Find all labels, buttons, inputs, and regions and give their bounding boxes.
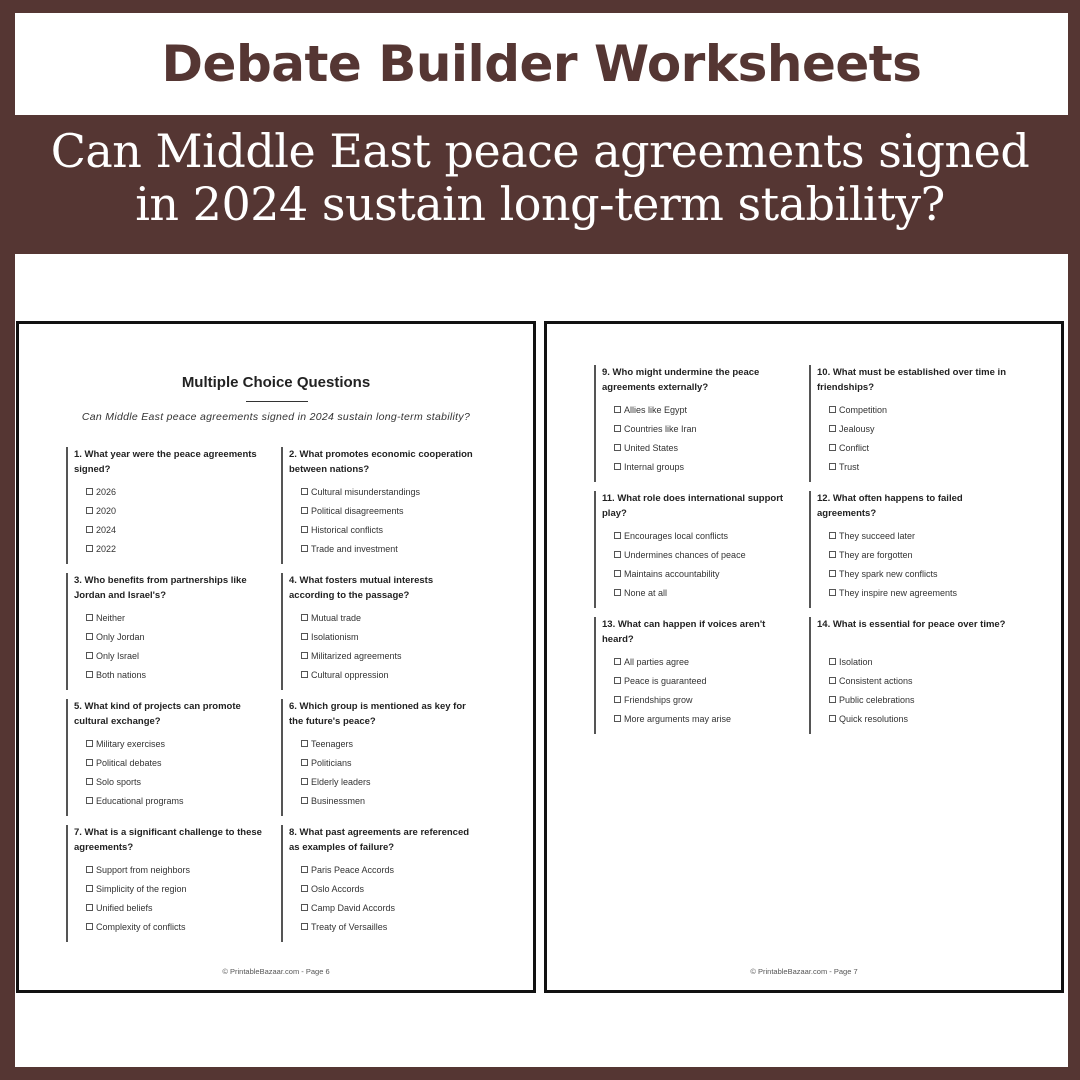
page-footer: © PrintableBazaar.com - Page 6 [222,967,330,976]
checkbox-icon[interactable] [86,614,93,621]
answer-option[interactable] [614,672,794,691]
question-text: 14. What is essential for peace over time? [817,619,1006,630]
checkbox-icon[interactable] [301,507,308,514]
question-text: 10. What must be established over time in friendships? [817,367,1006,393]
answer-option[interactable] [829,439,1009,458]
answer-option[interactable] [86,792,266,811]
option-label: Neither [96,613,126,623]
answer-option[interactable] [614,653,794,672]
checkbox-icon[interactable] [86,507,93,514]
answer-option[interactable] [301,861,481,880]
answer-option[interactable] [86,918,266,937]
checkbox-icon[interactable] [614,463,621,470]
question-title-line2: in 2024 sustain long-term stability? [135,177,945,231]
answer-option[interactable] [86,754,266,773]
option-label: Simplicity of the region [96,884,187,894]
answer-options [301,483,481,559]
answer-option[interactable] [829,691,1009,710]
page-footer: © PrintableBazaar.com - Page 7 [750,967,858,976]
checkbox-icon[interactable] [614,589,621,596]
option-label: Military exercises [96,739,166,749]
answer-options [301,609,481,685]
answer-option[interactable] [614,565,794,584]
answer-options [614,527,794,603]
answer-option[interactable] [301,792,481,811]
checkbox-icon[interactable] [614,715,621,722]
question-title [0,125,1080,231]
question-block [594,617,794,734]
checkbox-icon[interactable] [301,904,308,911]
checkbox-icon[interactable] [614,406,621,413]
brand-title: Debate Builder Worksheets [161,35,922,93]
checkbox-icon[interactable] [829,444,836,451]
option-label: 2024 [96,525,117,535]
question-text: 1. What year were the peace agreements signed? [74,449,257,475]
option-label: Complexity of conflicts [96,922,186,932]
checkbox-icon[interactable] [614,551,621,558]
checkbox-icon[interactable] [86,488,93,495]
option-label: They spark new conflicts [839,569,938,579]
checkbox-icon[interactable] [829,696,836,703]
answer-option[interactable] [829,458,1009,477]
checkbox-icon[interactable] [614,425,621,432]
checkbox-icon[interactable] [829,551,836,558]
checkbox-icon[interactable] [86,545,93,552]
option-label: Cultural oppression [311,670,389,680]
option-label: 2026 [96,487,117,497]
answer-options [301,735,481,811]
question-text: 8. What past agreements are referenced as examples of failure? [289,827,470,853]
answer-option[interactable] [301,647,481,666]
question-text: 9. Who might undermine the peace agreements externally? [602,367,760,393]
question-block [66,825,266,942]
answer-option[interactable] [301,773,481,792]
question-text: 12. What often happens to failed agreements? [817,493,963,519]
option-label: Both nations [96,670,147,680]
answer-option[interactable] [614,584,794,603]
checkbox-icon[interactable] [301,797,308,804]
option-label: Cultural misunderstandings [311,487,421,497]
question-block [66,573,266,690]
answer-options [829,653,1009,729]
question-block [809,365,1009,482]
page-heading: Multiple Choice Questions [181,374,371,391]
option-label: Treaty of Versailles [311,922,388,932]
checkbox-icon[interactable] [829,425,836,432]
option-label: Jealousy [839,424,875,434]
header-band [15,13,1068,115]
option-label: Oslo Accords [311,884,365,894]
checkbox-icon[interactable] [86,923,93,930]
answer-options [829,401,1009,477]
answer-option[interactable] [829,565,1009,584]
answer-option[interactable] [301,880,481,899]
option-label: Teenagers [311,739,354,749]
answer-option[interactable] [829,527,1009,546]
option-label: Public celebrations [839,695,915,705]
page-subtitle: Can Middle East peace agreements signed in 2024 sustain long-term stability? [81,411,471,423]
checkbox-icon[interactable] [86,885,93,892]
checkbox-icon[interactable] [301,614,308,621]
answer-option[interactable] [86,861,266,880]
checkbox-icon[interactable] [614,658,621,665]
option-label: Encourages local conflicts [624,531,729,541]
question-block [281,825,481,942]
question-text: 3. Who benefits from partnerships like Jordan and Israel's? [74,575,247,601]
answer-option[interactable] [86,502,266,521]
worksheet-page-6 [16,321,536,993]
option-label: Solo sports [96,777,142,787]
checkbox-icon[interactable] [86,797,93,804]
answer-option[interactable] [614,420,794,439]
option-label: United States [624,443,679,453]
checkbox-icon[interactable] [829,677,836,684]
answer-options [86,609,266,685]
answer-option[interactable] [614,691,794,710]
checkbox-icon[interactable] [301,526,308,533]
checkbox-icon[interactable] [614,532,621,539]
option-label: Educational programs [96,796,184,806]
checkbox-icon[interactable] [829,658,836,665]
option-label: Political debates [96,758,162,768]
option-label: Isolation [839,657,873,667]
question-block [281,699,481,816]
checkbox-icon[interactable] [829,463,836,470]
answer-option[interactable] [829,401,1009,420]
question-block [281,573,481,690]
option-label: Trust [839,462,860,472]
option-label: Peace is guaranteed [624,676,707,686]
checkbox-icon[interactable] [301,885,308,892]
question-text: 6. Which group is mentioned as key for the future's peace? [289,701,466,727]
answer-option[interactable] [829,546,1009,565]
answer-options [301,861,481,937]
question-block [809,617,1009,734]
option-label: Paris Peace Accords [311,865,395,875]
option-label: Undermines chances of peace [624,550,746,560]
question-title-line1: Can Middle East peace agreements signed [50,124,1030,178]
option-label: Countries like Iran [624,424,697,434]
answer-option[interactable] [614,546,794,565]
option-label: Only Jordan [96,632,145,642]
answer-option[interactable] [301,899,481,918]
checkbox-icon[interactable] [301,923,308,930]
question-block [66,699,266,816]
checkbox-icon[interactable] [829,406,836,413]
answer-option[interactable] [614,439,794,458]
option-label: Isolationism [311,632,359,642]
answer-option[interactable] [301,754,481,773]
option-label: Businessmen [311,796,366,806]
option-label: Maintains accountability [624,569,720,579]
answer-option[interactable] [86,773,266,792]
option-label: Trade and investment [311,544,398,554]
option-label: All parties agree [624,657,690,667]
answer-option[interactable] [86,483,266,502]
answer-option[interactable] [86,666,266,685]
checkbox-icon[interactable] [614,570,621,577]
answer-option[interactable] [86,735,266,754]
checkbox-icon[interactable] [829,715,836,722]
question-block [281,447,481,564]
answer-option[interactable] [301,540,481,559]
question-text: 2. What promotes economic cooperation between nations? [289,449,473,475]
checkbox-icon[interactable] [86,740,93,747]
question-text: 4. What fosters mutual interests according to the passage? [289,575,434,601]
checkbox-icon[interactable] [86,866,93,873]
checkbox-icon[interactable] [829,589,836,596]
answer-options [829,527,1009,603]
answer-option[interactable] [301,918,481,937]
option-label: Conflict [839,443,870,453]
option-label: They are forgotten [839,550,913,560]
option-label: Unified beliefs [96,903,153,913]
question-text: 13. What can happen if voices aren't heard? [602,619,766,645]
option-label: 2020 [96,506,117,516]
checkbox-icon[interactable] [614,444,621,451]
answer-option[interactable] [86,880,266,899]
checkbox-icon[interactable] [301,545,308,552]
checkbox-icon[interactable] [301,778,308,785]
answer-option[interactable] [829,710,1009,729]
option-label: Friendships grow [624,695,693,705]
question-block [809,491,1009,608]
heading-rule [246,401,308,402]
checkbox-icon[interactable] [614,696,621,703]
option-label: They inspire new agreements [839,588,958,598]
answer-option[interactable] [301,483,481,502]
option-label: Militarized agreements [311,651,402,661]
option-label: Support from neighbors [96,865,191,875]
checkbox-icon[interactable] [86,778,93,785]
option-label: Allies like Egypt [624,405,688,415]
checkbox-icon[interactable] [301,488,308,495]
option-label: Elderly leaders [311,777,371,787]
answer-options [614,653,794,729]
checkbox-icon[interactable] [86,759,93,766]
answer-options [86,861,266,937]
checkbox-icon[interactable] [86,526,93,533]
answer-option[interactable] [614,527,794,546]
answer-option[interactable] [86,609,266,628]
answer-option[interactable] [829,584,1009,603]
option-label: Mutual trade [311,613,362,623]
answer-option[interactable] [86,521,266,540]
answer-options [614,401,794,477]
option-label: Internal groups [624,462,685,472]
answer-option[interactable] [301,666,481,685]
option-label: Only Israel [96,651,140,661]
checkbox-icon[interactable] [829,570,836,577]
option-label: Quick resolutions [839,714,909,724]
answer-option[interactable] [86,540,266,559]
checkbox-icon[interactable] [86,633,93,640]
option-label: Politicians [311,758,352,768]
question-block [594,491,794,608]
worksheet-page-7 [544,321,1064,993]
answer-option[interactable] [301,609,481,628]
answer-options [86,735,266,811]
checkbox-icon[interactable] [301,759,308,766]
answer-option[interactable] [301,735,481,754]
checkbox-icon[interactable] [86,904,93,911]
answer-option[interactable] [614,710,794,729]
question-text: 7. What is a significant challenge to these agreements? [74,827,262,853]
checkbox-icon[interactable] [86,671,93,678]
option-label: Historical conflicts [311,525,384,535]
answer-option[interactable] [86,899,266,918]
option-label: Political disagreements [311,506,404,516]
answer-option[interactable] [86,647,266,666]
option-label: None at all [624,588,668,598]
answer-option[interactable] [829,672,1009,691]
checkbox-icon[interactable] [301,652,308,659]
checkbox-icon[interactable] [829,532,836,539]
question-block [594,365,794,482]
answer-option[interactable] [829,653,1009,672]
answer-option[interactable] [301,521,481,540]
answer-option[interactable] [829,420,1009,439]
option-label: Camp David Accords [311,903,396,913]
option-label: Competition [839,405,888,415]
checkbox-icon[interactable] [301,866,308,873]
answer-option[interactable] [301,502,481,521]
answer-options [86,483,266,559]
answer-option[interactable] [301,628,481,647]
checkbox-icon[interactable] [301,740,308,747]
option-label: Consistent actions [839,676,913,686]
answer-option[interactable] [614,458,794,477]
option-label: They succeed later [839,531,916,541]
option-label: More arguments may arise [624,714,732,724]
checkbox-icon[interactable] [301,671,308,678]
checkbox-icon[interactable] [614,677,621,684]
question-block [66,447,266,564]
answer-option[interactable] [614,401,794,420]
checkbox-icon[interactable] [301,633,308,640]
question-text: 5. What kind of projects can promote cultural exchange? [74,701,241,727]
question-text: 11. What role does international support play? [602,493,784,519]
answer-option[interactable] [86,628,266,647]
checkbox-icon[interactable] [86,652,93,659]
option-label: 2022 [96,544,117,554]
